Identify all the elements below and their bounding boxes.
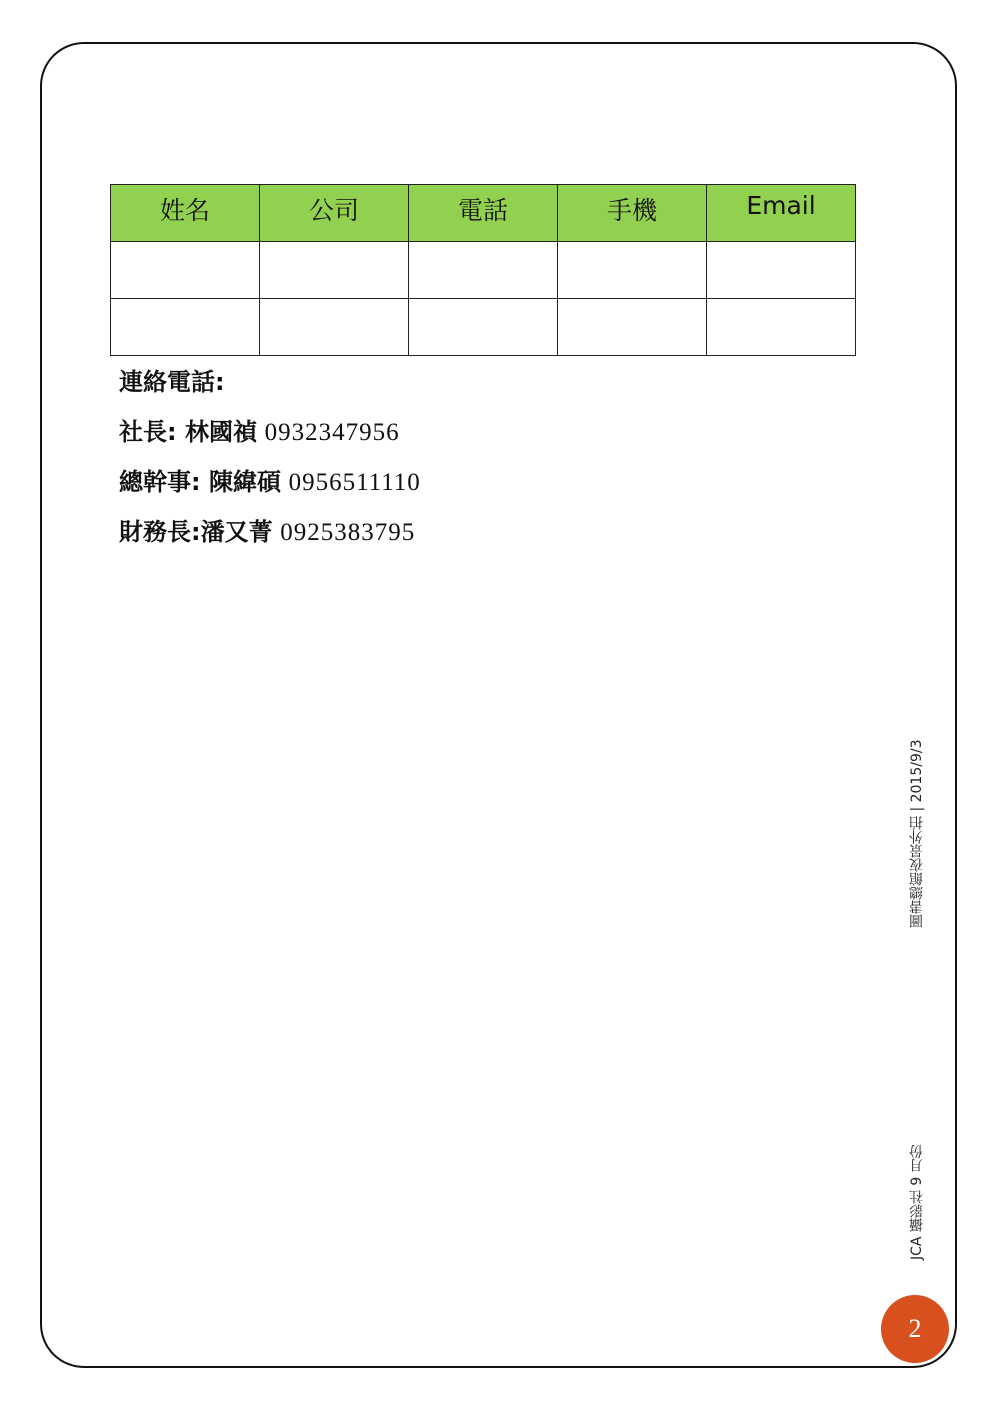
contact-role: 社長: — [119, 418, 185, 446]
table-cell — [111, 242, 260, 299]
table-cell — [260, 242, 409, 299]
contact-phone: 0956511110 — [288, 469, 421, 496]
table-cell — [558, 299, 707, 356]
header-phone: 電話 — [409, 185, 558, 242]
contact-section — [119, 362, 421, 562]
signup-table — [110, 184, 856, 356]
contact-role: 財務長: — [119, 518, 201, 546]
table-header-row — [111, 185, 856, 242]
contact-phone: 0932347956 — [264, 419, 400, 446]
contact-name: 潘又菁 — [200, 518, 273, 546]
table-cell — [260, 299, 409, 356]
contact-phone: 0925383795 — [280, 519, 416, 546]
contact-name: 林國禎 — [184, 418, 257, 446]
table-cell — [409, 299, 558, 356]
table-cell — [111, 299, 260, 356]
table-cell — [409, 242, 558, 299]
contact-heading-text: 連絡電話: — [119, 368, 225, 396]
contact-secretary-general — [119, 462, 421, 512]
contact-treasurer — [119, 512, 421, 562]
header-mobile: 手機 — [558, 185, 707, 242]
header-email: Email — [707, 185, 856, 242]
page-number-badge: 2 — [881, 1295, 949, 1363]
table-cell — [707, 299, 856, 356]
contact-heading — [119, 362, 421, 412]
table-cell — [707, 242, 856, 299]
contact-president — [119, 412, 421, 462]
contact-name: 陳緯碩 — [208, 468, 281, 496]
contact-role: 總幹事: — [119, 468, 209, 496]
side-club-title: JCA 攝影社 9 月份 — [909, 1144, 925, 1260]
header-company: 公司 — [260, 185, 409, 242]
side-issue-title: 圖書總館夜景外拍 | 2015/9/3 — [909, 740, 925, 929]
header-name: 姓名 — [111, 185, 260, 242]
table-cell — [558, 242, 707, 299]
table-row — [111, 242, 856, 299]
table-row — [111, 299, 856, 356]
